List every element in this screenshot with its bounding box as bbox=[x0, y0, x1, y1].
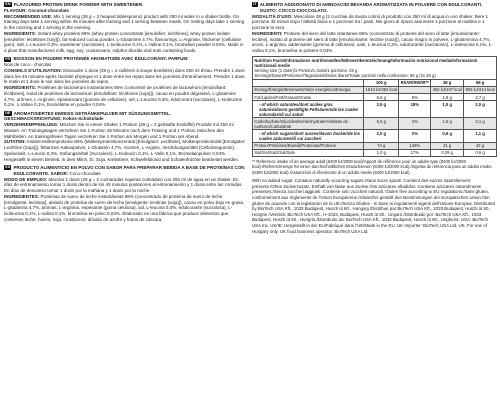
nutrition-row bbox=[253, 101, 497, 118]
nutrient-value: 5,5 g bbox=[364, 118, 399, 130]
nutrient-value: 9% bbox=[399, 93, 431, 100]
nutrition-caption-row bbox=[253, 57, 497, 79]
nutrient-value: 1,0 g bbox=[364, 149, 399, 156]
section-en bbox=[4, 2, 247, 54]
lang-badge-de: DE bbox=[5, 111, 11, 116]
nutrient-value: 3,1 g bbox=[464, 118, 497, 130]
right-column bbox=[252, 2, 497, 234]
section-es-use-text: Mezclar 1 dosis (28 g = 2 cucharadas soperas colmadas) con 250 ml de agua en un shaker. En días de entrenamiento tomar 1 dosis dentro de los 45 minutos posteriores al entrenamiento y 1 dosis entre las comidas. En días de descanso tomar 1 dosis por la mañana y 1 dosis por la noche. bbox=[4, 176, 243, 194]
distribution-notes: With no added sugar. Contains naturally occurring sugars./Sans sucre ajouté. Contient des sucres naturellement présents./Ohne Zuckerzusatz. Enthält von Natur aus Zucker./Sin azúcares añadidos. Contiene azúcares naturalmente presentes./Senza zuccheri aggiunti. Contiene solo zuccheri naturali. Gluten free according to EU regulations./Sans gluten, conformément aux règlements de l'Union Européenne./Glutenfrei gemäß den Bestimmungen der Europäischen Union./Sin gluten de acuerdo con la legislación de la UE./Senza Glutine - In base ai regolamenti vigenti dell'Unione Europea. Distributed by BioTech USA Kft., 1033 Budapest, Huszti út 60., Hungary./Distribué par BioTech USA Kft., 1033 Budapest, Huszti út 60., Hongrie./Vertrieb: BioTech USA Kft., H-1033, Budapest, Huszti út 60., Ungarn./Distribuido por: BioTech USA Kft., 1033 Budapest, Huszti út 60., Hungría./Distribuito da: BioTech USA Kft., 1033 Budapest, Huszti út 60., Ungheria. USA: BioTech USA Inc. UK/IE: Hergestellt in der EU/Fabriqué dans l'UE/Made in the EU. UK Importer: BioTech USA Ltd. UK. For use of Hungary only. UK food business operator: BioTech USA Ltd. bbox=[252, 178, 495, 234]
nutrient-value: 0,29 g bbox=[431, 149, 464, 156]
left-column bbox=[4, 2, 247, 225]
nutrition-row bbox=[253, 142, 497, 149]
section-it-use bbox=[252, 14, 497, 31]
nutrient-value: 1,5 g bbox=[431, 118, 464, 130]
nutrient-value: 1613 kJ/382 kcal bbox=[365, 87, 397, 93]
section-it-heading bbox=[252, 2, 497, 14]
nutrient-value: 2,0 g bbox=[364, 130, 399, 142]
nutrition-header: 100 g bbox=[364, 79, 399, 86]
section-es-title-text: PRODUCTO ALIMENTICIO EN POLVO CON SABOR PARA PREPARAR BEBIDA A BASE DE PROTEÍNAS CON EDULCORANTE. SABOR: bbox=[13, 165, 245, 176]
section-fr-use bbox=[4, 68, 247, 85]
nutrition-rows bbox=[253, 86, 497, 156]
section-fr-flavour: Noix de coco - chocolat bbox=[4, 62, 51, 68]
nutrient-value: 452 kJ/107 kcal bbox=[432, 87, 462, 93]
nutrient-value: 21 g bbox=[431, 142, 464, 149]
nutrient-value: 1,1 g bbox=[464, 130, 497, 142]
section-de-use-label: VERZEHREMPFEHLUNG: bbox=[4, 122, 59, 128]
nutrient-label: Carbohydrate/Glucides/Kohlenhydrate/Hidratos de carbono/Carboidrati bbox=[253, 118, 364, 130]
section-it bbox=[252, 2, 497, 54]
section-en-heading bbox=[4, 2, 247, 8]
nutrition-header: 28 g bbox=[431, 79, 464, 86]
section-it-ing-text: Proteine del siero del latte istantanee 86% (concentrato di proteine del siero di latte [emulsionante: lecitine], isolato di proteine del siero di latte [emulsionante: lecitine (soia)]), cacao magro in polvere, L-glutammina 4,7%, aromi, L-arginina, addensante (gomma di cellulosa), sale, L-leucina 0,3%, edulcorante (sucralosio), L-isoleucina 0,1%, L-valina 0,1%, bromelina in polvere 0,04%. bbox=[252, 30, 493, 53]
nutrient-value: 0,6 g bbox=[464, 149, 497, 156]
nutrient-value: 3,7 g bbox=[464, 93, 497, 100]
nutrition-header bbox=[253, 79, 364, 86]
nutrition-row bbox=[253, 130, 497, 142]
section-de-title: AROMATISIERTES EIWEISS GETRÄNKEPULVER MIT SÜSSUNGSMITTEL. bbox=[13, 110, 171, 116]
section-es-ingredients bbox=[4, 194, 247, 223]
nutrient-value: 2% bbox=[399, 130, 431, 142]
section-it-use-label: MODALITÀ D'USO: bbox=[252, 13, 293, 19]
section-es-use bbox=[4, 177, 247, 194]
section-de-use-text: Mischen Sie in einem Shaker 1 Portion (28 g = 2 gehäufte Esslöffel) Produkt mit 250 ml Wasser. An Trainingstagen verzehren Sie 1 Portion 45 Minuten nach dem Training und 1 Portion zwischen den Mahlzeiten. An trainingsfreien Tagen verzehren Sie 1 Portion am Morgen und 1 Portion am Abend. bbox=[4, 122, 234, 139]
nutrient-value: 148% bbox=[399, 142, 431, 149]
section-es-ing-text: Proteínas de suero de leche instantáneas 86% (concentrado de proteína de suero de leche [emulgente: lecitinas], aislado de proteína de suero de leche [emulgente: lecitinas (soja)]), cacao en polvo bajo en grasa, L-glutamina 4,7%, aromas, L-arginina, espesante (goma celulosa), sal, L-leucina 0,3%, edulcorante (sucralosa), L-isoleucina 0,1%, L-valina 0,1%, bromelina en polvo 0,04%. Elaborado en una fábrica que produce alimentos que contienen leche, huevo, soja, crustáceos, dióxido de azufre y frutos de cáscara. bbox=[4, 193, 245, 222]
nutrition-table bbox=[252, 56, 497, 157]
section-es-flavour: Coco-chocolate bbox=[69, 170, 101, 176]
nutrient-label: Fat/Lipides/Fett/Grasas/Grassi bbox=[253, 93, 364, 100]
nutrition-row bbox=[253, 149, 497, 156]
nutrient-label: Energy/Énergie/Brennwert/Valor energético/Energia bbox=[253, 86, 364, 93]
nutrient-value: 18% bbox=[399, 101, 431, 118]
nutrition-header: RI/AR/RW/IR** bbox=[400, 80, 429, 86]
nutrient-label: Protein/Protéines/Eiweiß/Proteínas/Proteine bbox=[253, 142, 364, 149]
section-de-use bbox=[4, 122, 247, 139]
nutrition-row bbox=[253, 93, 497, 100]
section-en-use-label: RECOMMENDED USE: bbox=[4, 13, 53, 19]
lang-badge-en: EN bbox=[5, 2, 11, 7]
section-fr bbox=[4, 56, 247, 108]
nutrient-value: 6,6 g bbox=[364, 93, 399, 100]
nutrition-row bbox=[253, 86, 497, 93]
section-es-title bbox=[13, 165, 247, 177]
nutrient-value: 0,6 g bbox=[431, 130, 464, 142]
section-de-ingredients bbox=[4, 139, 247, 162]
nutrient-value: 42 g bbox=[464, 142, 497, 149]
section-de bbox=[4, 111, 247, 163]
section-fr-use-text: Dissoudre 1 dose (28 g = 2 cuillères à soupe bombées) dans 250 ml d'eau. Prendre 1 dose dans les 45 minutes après l'activité physique et 1 dose entre les repas dans les journées d'entraînement. Prendre 1 dose le matin et 1 dose le soir dans les journées de repos. bbox=[4, 67, 245, 85]
nutrient-value: 903 kJ/214 kcal bbox=[465, 87, 495, 93]
section-fr-ingredients bbox=[4, 85, 247, 108]
nutrient-label: Salt/Sel/Salz/Sal/Sale bbox=[253, 149, 364, 156]
section-fr-use-label: CONSEILS D'UTILISATION: bbox=[4, 67, 62, 73]
section-it-ing-label: INGREDIENTI: bbox=[252, 30, 283, 36]
lang-badge-fr: FR bbox=[5, 56, 11, 61]
section-en-ing-text: Instant whey proteins 86% (whey protein concentrate [emulsifier: lecithines], whey protein isolate [emulsifier: lecithines (soy)]), fat-reduced cocoa powder, L-Glutamine 4.7%, flavourings, L-Arginine, thickener (cellulose gum), salt, L-Leucine 0.3%, sweetener (sucralose), L-Isoleucine 0.1%, L-Valine 0.1%, bromelain powder 0.04%. Made in a plant that manufactures milk, egg, soy, crustaceans, sulphur dioxide and nuts containing foods. bbox=[4, 30, 244, 53]
nutrient-value bbox=[399, 86, 431, 93]
nutrient-value: 1,0 g bbox=[431, 101, 464, 118]
section-en-use bbox=[4, 14, 247, 31]
section-it-use-text: Mescolare 28 g (2 cucchiai da tavola colmi) di prodotto con 250 ml di acqua in uno shaker. Bere 1 porzione 45 minuti dopo l'attività fisica e 1 porzione tra i pasti. Nei giorni di riposo assumere 1 porzione al mattino e 1 porzione la sera. bbox=[252, 13, 488, 30]
section-es-heading bbox=[4, 165, 247, 177]
section-en-ing-label: INGREDIENTS: bbox=[4, 30, 37, 36]
section-es-use-label: MODO DE EMPLEO: bbox=[4, 176, 48, 182]
section-it-ingredients bbox=[252, 31, 497, 54]
nutrition-servings: Servings/Doses/Portionen/Tagesdosis/Dosis diaria/Totale porzioni nella confezione: 56 g (2x 28 g) bbox=[254, 72, 436, 78]
section-de-ing-text: Instant-Molkenproteine 86% (Molkenproteinkonzentrat [Emulgator: Lecithine], Molkenproteinisolat [Emulgator: Lecithine (Soja)]), fettarmes Kakaopulver, L-Glutamin 4,7%, Aromen, L-Arginin, Verdickungsmittel (Cellulosegummi), Speisesalz, L-Leucin 0,3%, Süßungsmittel (Sucralose), L-Isoleucin 0,1%, L-Valin 0,1%, Bromelainpulver 0,04%. Hergestellt in einem Betrieb, in dem Milch, Ei, Soja, Krebstiere, Schwefeldioxid und Schalenfrüchte bearbeitet werden. bbox=[4, 139, 246, 162]
nutrient-value: 2,0 g bbox=[464, 101, 497, 118]
nutrient-label: - of which sugars/dont sucres/davon Zucker/de los cuales azúcares/di cui zuccheri bbox=[253, 130, 364, 142]
section-en-title: FLAVOURED PROTEIN DRINK POWDER WITH SWEETENER. bbox=[13, 2, 144, 7]
nutrient-value: 2% bbox=[399, 118, 431, 130]
section-es bbox=[4, 165, 247, 223]
section-en-flavour: FLAVOUR: Coconut-chocolate bbox=[4, 7, 69, 13]
section-de-flavour: GESCHMACKSRICHTUNG: Kokos-Schokolade bbox=[4, 116, 104, 122]
nutrition-caption bbox=[253, 57, 497, 79]
nutrient-value: 1,8 g bbox=[431, 93, 464, 100]
section-fr-ing-label: INGRÉDIENTS: bbox=[4, 85, 37, 91]
nutrition-caption-title: Nutrition Facts/Informations nutritionnelles/Nährwertkennzeichnung/Información nutricional media/Informazioni nutrizionali medie bbox=[254, 57, 478, 68]
nutrient-value: 3,5 g bbox=[364, 101, 399, 118]
lang-badge-es: ES bbox=[5, 165, 11, 170]
section-de-ing-label: ZUTATEN: bbox=[4, 139, 26, 145]
section-fr-title: BOISSON EN POUDRE PROTÉINÉE AROMATISÉE AVEC ÉDULCORANT. PARFUM: bbox=[13, 56, 189, 62]
nutrition-serving-size: Serving size (1 dose)/1 Portion/1 dosis/1 porzione: 28 g bbox=[254, 67, 358, 73]
nutrition-header-row bbox=[253, 79, 497, 86]
section-fr-ing-text: Protéines de lactosérum instantanées 86% (concentré de protéines de lactosérum [émulsifiant: lécithines], isolat de protéines de lactosérum [émulsifiant: lécithines (soja)]), cacao en poudre dégraissé, L-glutamine 4,7%, arômes, L-Arginine, épaississant (gomme de cellulose), sel, L-Leucine 0,3%, édulcorant (sucralose), L-Isoleucine 0,1%, L-Valine 0,1%, bromélaïne en poudre 0,04%. bbox=[4, 85, 243, 108]
lang-badge-it: IT bbox=[253, 2, 257, 7]
nutrient-value: 17% bbox=[399, 149, 431, 156]
section-es-ing-label: INGREDIENTES: bbox=[4, 193, 40, 199]
nutrition-row bbox=[253, 118, 497, 130]
nutrient-label: - of which saturates/dont acides gras saturés/davon gesättigte Fettsäuren/de las cuales saturadas/di cui saturi bbox=[253, 101, 364, 118]
nutrient-value: 74 g bbox=[364, 142, 399, 149]
section-it-title: ALIMENTO ADDIZIONATO DI AMINOACIDI BEVANDA AROMATIZZATA IN POLVERE CON EDULCORANTI. GUSTO: COCCO-CIOCCOLATO. bbox=[259, 2, 483, 13]
section-en-ingredients bbox=[4, 31, 247, 54]
section-en-use-text: Mix 1 serving (28 g = 2 heaped tablespoons) product with 250 ml water in a shaker bottle. On training days take 1 serving within 45 minutes after training and 1 serving between meals. On resting days take 1 serving in the morning and 1 serving in the evening. bbox=[4, 13, 245, 30]
nutrition-header: 56 g bbox=[464, 79, 497, 86]
nutrition-footnote: ** Reference intake of an average adult (8400 kJ/2000 kcal)/Apport de référence pour un adulte-type (8400 kJ/2000 kcal)./Referenzmenge für einen durchschnittlichen Erwachsenen (8400 kJ/2000 kcal)./Ingesta de referencia para un adulto medio (8400 kJ/2000 kcal)./Assunzioni di riferimento di un adulto medio (8400 kJ/2000 kcal). bbox=[252, 159, 492, 175]
